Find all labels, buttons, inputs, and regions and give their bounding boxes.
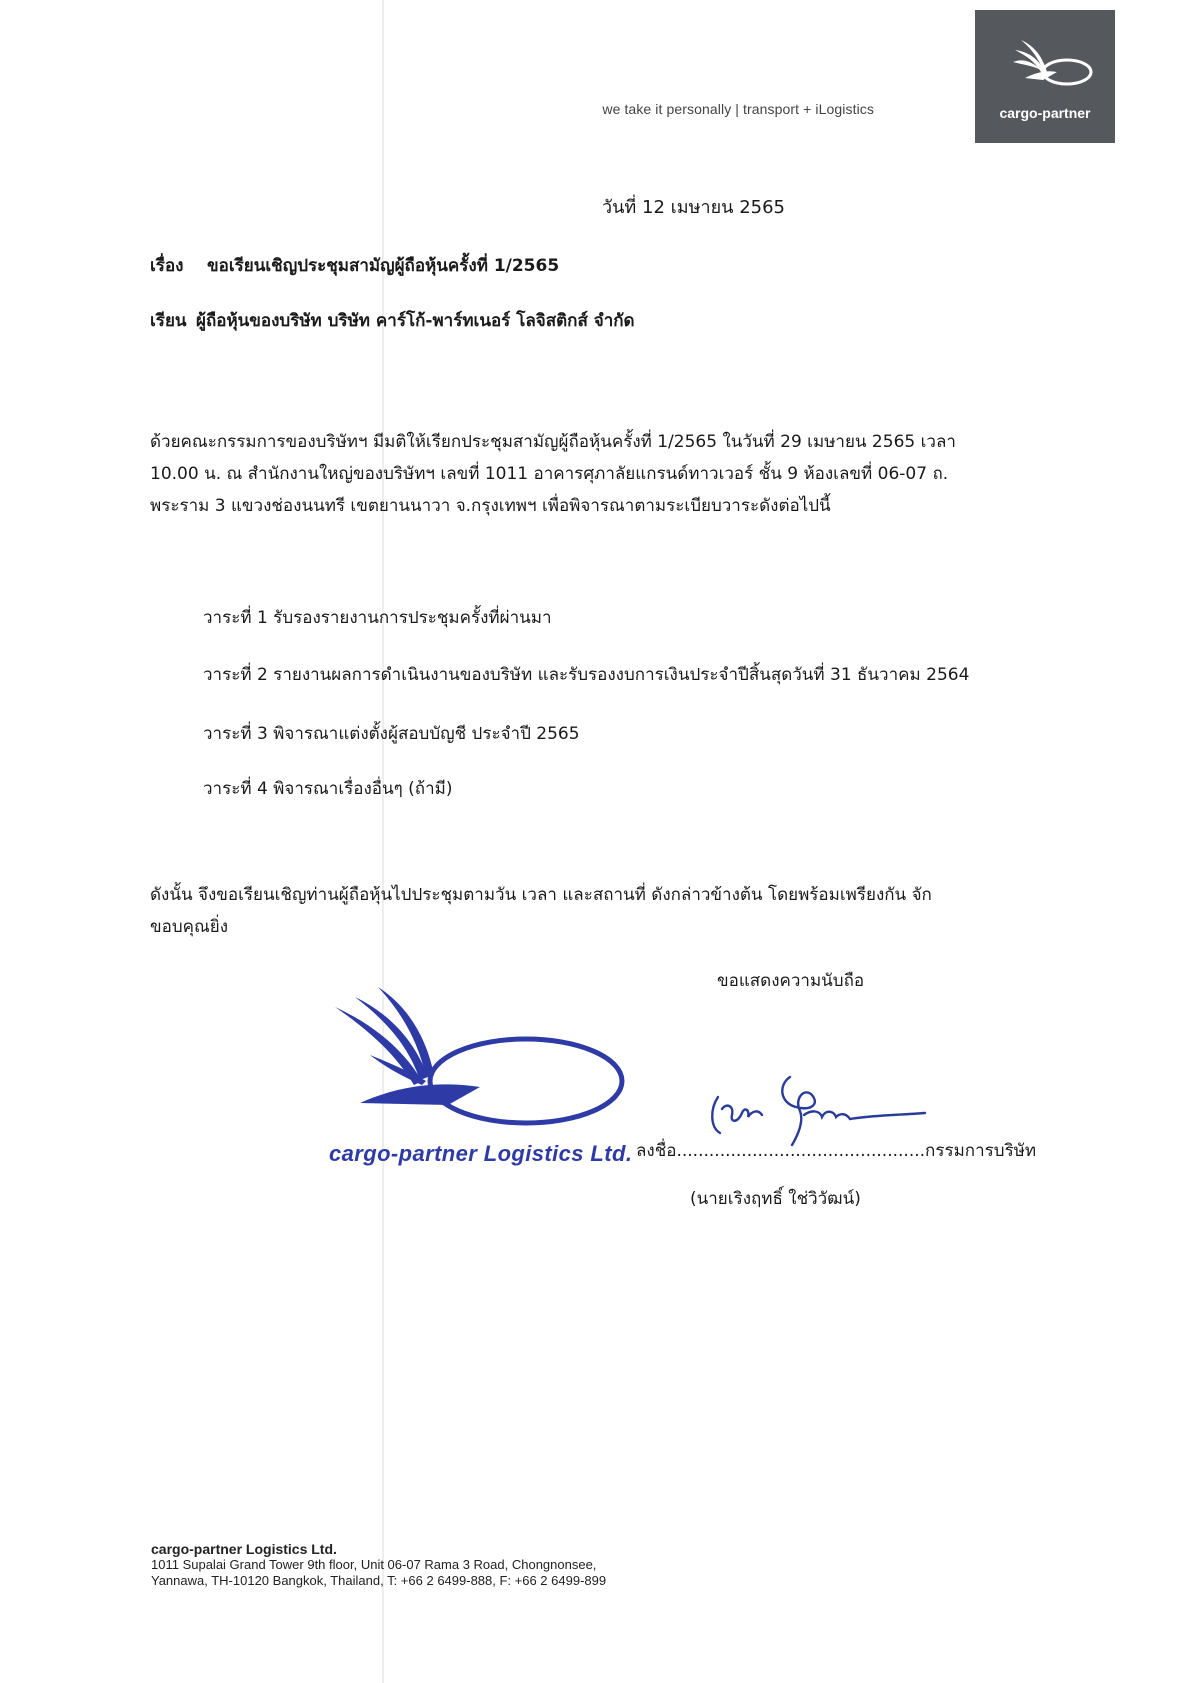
subject-label: เรื่อง <box>150 256 184 276</box>
footer-address-line: Yannawa, TH-10120 Bangkok, Thailand, T: +66 2 6499-888, F: +66 2 6499-899 <box>151 1573 607 1588</box>
closing-line: ขอบคุณยิ่ง <box>150 917 229 937</box>
body-line: 10.00 น. ณ สำนักงานใหญ่ของบริษัทฯ เลขที่ 1011 อาคารศุภาลัยแกรนด์ทาวเวอร์ ชั้น 9 ห้องเลขที่ 06-07 ถ. <box>150 464 949 484</box>
body-line: พระราม 3 แขวงช่องนนทรี เขตยานนาวา จ.กรุงเทพฯ เพื่อพิจารณาตามระเบียบวาระดังต่อไปนี้ <box>150 496 831 516</box>
closing-paragraph <box>150 879 1050 943</box>
recipient-text: ผู้ถือหุ้นของบริษัท บริษัท คาร์โก้-พาร์ทเนอร์ โลจิสติกส์ จำกัด <box>196 311 635 331</box>
agenda-item-4: วาระที่ 4 พิจารณาเรื่องอื่นๆ (ถ้ามี) <box>203 779 453 799</box>
footer-company-name: cargo-partner Logistics Ltd. <box>151 1541 337 1557</box>
agenda-item-1: วาระที่ 1 รับรองรายงานการประชุมครั้งที่ผ่านมา <box>203 608 552 628</box>
company-stamp-text: cargo-partner Logistics Ltd. <box>329 1141 633 1166</box>
signature-line: ลงชื่อ..............................................กรรมการบริษัท <box>636 1141 1037 1161</box>
company-tagline: we take it personally | transport + iLogistics <box>602 101 874 117</box>
agenda-item-2: วาระที่ 2 รายงานผลการดำเนินงานของบริษัท และรับรองงบการเงินประจำปีสิ้นสุดวันที่ 31 ธันวาคม 2564 <box>203 665 970 685</box>
company-stamp-bird-icon <box>330 985 630 1145</box>
signer-name: (นายเริงฤทธิ์ ใช่วิวัฒน์) <box>690 1189 861 1209</box>
company-logo <box>975 10 1115 143</box>
recipient-label: เรียน <box>150 311 187 331</box>
subject-text: ขอเรียนเชิญประชุมสามัญผู้ถือหุ้นครั้งที่ 1/2565 <box>207 256 560 276</box>
agenda-item-3: วาระที่ 3 พิจารณาแต่งตั้งผู้สอบบัญชี ประจำปี 2565 <box>203 724 580 744</box>
footer-address-line: 1011 Supalai Grand Tower 9th floor, Unit 06-07 Rama 3 Road, Chongnonsee, <box>151 1557 597 1572</box>
logo-wordmark: cargo-partner <box>999 105 1091 121</box>
regards-text: ขอแสดงความนับถือ <box>717 971 865 991</box>
body-line: ด้วยคณะกรรมการของบริษัทฯ มีมติให้เรียกประชุมสามัญผู้ถือหุ้นครั้งที่ 1/2565 ในวันที่ 29 เมษายน 2565 เวลา <box>150 432 956 452</box>
footer-address-block <box>151 1541 606 1589</box>
body-paragraph <box>150 426 1050 522</box>
closing-line: ดังนั้น จึงขอเรียนเชิญท่านผู้ถือหุ้นไปประชุมตามวัน เวลา และสถานที่ ดังกล่าวข้างต้น โดยพร้อมเพรียงกัน จัก <box>150 885 932 905</box>
bird-logo-icon <box>975 10 1115 110</box>
letter-date: วันที่ 12 เมษายน 2565 <box>602 197 785 218</box>
